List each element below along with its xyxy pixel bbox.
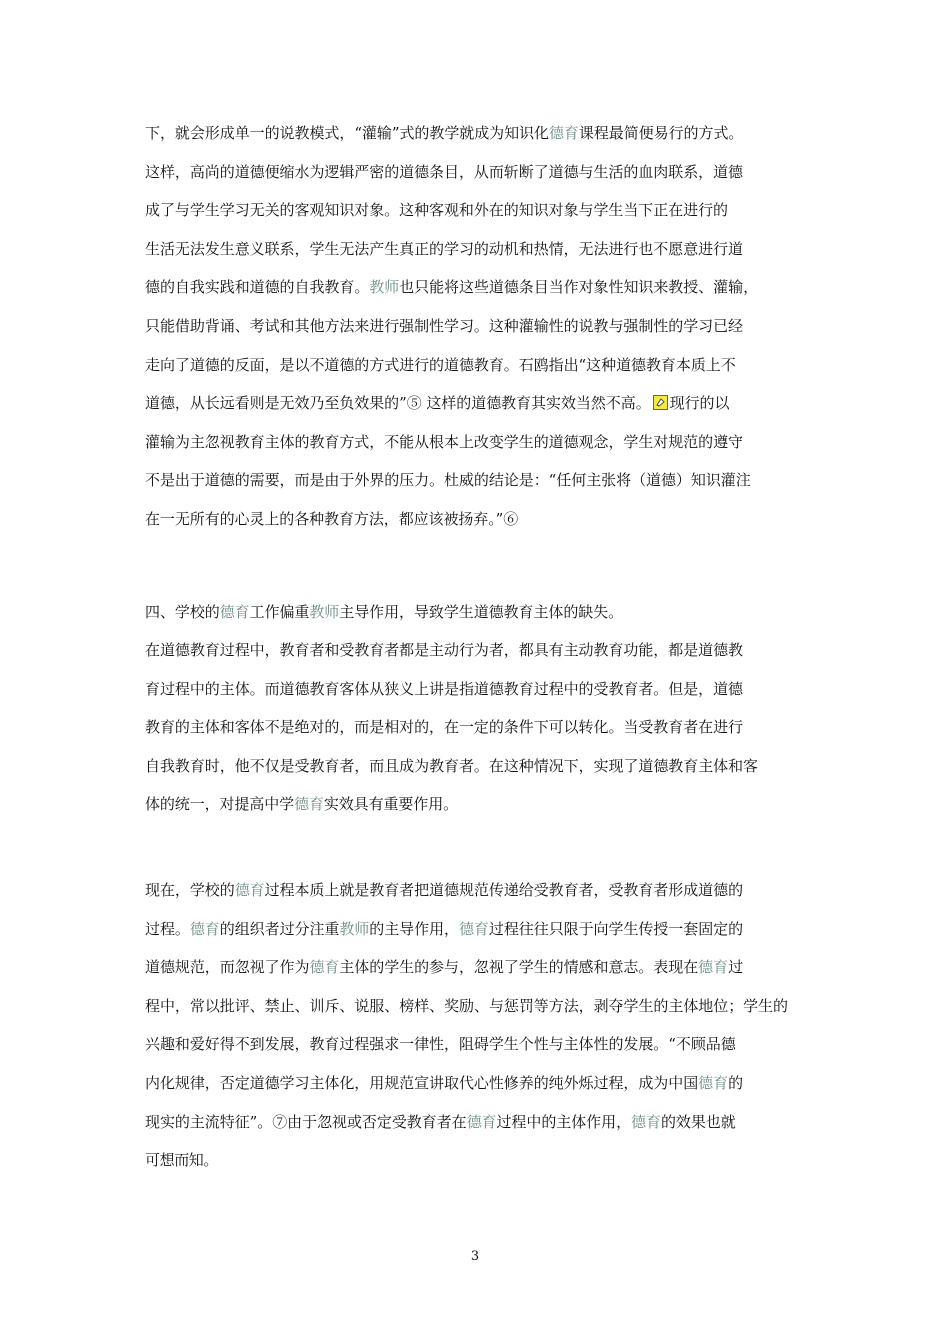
text-segment: 成了与学生学习无关的客观知识对象。这种客观和外在的知识对象与学生当下正在进行的 xyxy=(145,201,729,220)
text-line xyxy=(145,346,815,385)
text-segment: 道德规范，而忽视了作为 xyxy=(145,958,310,977)
text-line xyxy=(145,1064,815,1103)
text-line xyxy=(145,987,815,1026)
keyword-link[interactable]: 德育 xyxy=(698,1073,729,1092)
text-segment: 这样，高尚的道德便缩水为逻辑严密的道德条目，从而斩断了道德与生活的血肉联系，道德 xyxy=(145,162,744,181)
keyword-link[interactable]: 德育 xyxy=(631,1112,661,1131)
text-segment: 生活无法发生意义联系，学生无法产生真正的学习的动机和热情，无法进行也不愿意进行道 xyxy=(145,239,744,258)
text-segment: 过程本质上就是教育者把道德规范传递给受教育者，受教育者形成道德的 xyxy=(264,881,744,899)
keyword-link[interactable]: 德育 xyxy=(466,1112,497,1131)
text-segment: 的效果也就 xyxy=(660,1112,736,1131)
paragraph xyxy=(145,631,815,824)
keyword-link[interactable]: 德育 xyxy=(234,881,265,899)
text-line xyxy=(145,423,815,462)
text-line xyxy=(145,1141,815,1180)
text-segment: 过程。 xyxy=(145,919,190,938)
text-segment: 德的自我实践和道德的自我教育。 xyxy=(145,278,370,297)
keyword-link[interactable]: 德育 xyxy=(219,603,250,621)
text-line xyxy=(145,747,815,786)
text-segment: 兴趣和爱好得不到发展，教育过程强求一律性，阻碍学生个性与主体性的发展。“不顾品德 xyxy=(145,1035,736,1054)
keyword-link[interactable]: 德育 xyxy=(458,919,489,938)
text-line xyxy=(145,631,815,670)
text-segment: 内化规律，否定道德学习主体化，用规范宣讲取代心性修养的纯外烁过程，成为中国 xyxy=(145,1073,699,1092)
text-segment: 道德，从长远看则是无效乃至负效果的”⑤ 这样的道德教育其实效当然不高。 xyxy=(145,394,651,413)
page-number: 3 xyxy=(470,1249,480,1264)
keyword-link[interactable]: 教师 xyxy=(339,919,370,938)
keyword-link[interactable]: 德育 xyxy=(548,124,579,142)
note-icon[interactable] xyxy=(653,395,668,410)
text-line xyxy=(145,500,815,539)
text-segment: 下，就会形成单一的说教模式，“灌输”式的教学就成为知识化 xyxy=(145,124,549,142)
text-segment: 主导作用，导致学生道德教育主体的缺失。 xyxy=(339,603,624,621)
text-segment: 体的统一，对提高中学 xyxy=(145,795,295,814)
text-line xyxy=(145,1025,815,1064)
text-segment: 过 xyxy=(728,958,744,977)
text-segment: 育过程中的主体。而道德教育客体从狭义上讲是指道德教育过程中的受教育者。但是，道德 xyxy=(145,679,744,698)
text-line xyxy=(145,153,815,192)
text-segment: 现实的主流特征”。⑦由于忽视或否定受教育者在 xyxy=(145,1112,467,1131)
text-segment: 的 xyxy=(728,1073,744,1092)
text-line xyxy=(145,670,815,709)
keyword-link[interactable]: 教师 xyxy=(369,278,400,297)
keyword-link[interactable]: 教师 xyxy=(309,603,340,621)
keyword-link[interactable]: 德育 xyxy=(698,958,729,977)
text-line xyxy=(145,871,815,910)
text-line xyxy=(145,384,815,423)
text-segment: 课程最简便易行的方式。 xyxy=(578,124,744,142)
text-line xyxy=(145,230,815,269)
text-line xyxy=(145,1103,815,1142)
text-segment: 现行的以 xyxy=(669,394,730,413)
text-segment: 只能借助背诵、考试和其他方法来进行强制性学习。这种灌输性的说教与强制性的学习已经 xyxy=(145,316,744,335)
text-line xyxy=(145,268,815,307)
text-line xyxy=(145,114,815,153)
paragraph xyxy=(145,871,815,1180)
text-segment: 走向了道德的反面，是以不道德的方式进行的道德教育。石鸥指出“这种道德教育本质上不 xyxy=(145,355,736,374)
paragraph xyxy=(145,593,815,632)
text-segment: 实效具有重要作用。 xyxy=(323,795,459,814)
keyword-link[interactable]: 德育 xyxy=(309,958,340,977)
text-segment: 程中，常以批评、禁止、训斥、说服、榜样、奖励、与惩罚等方法，剥夺学生的主体地位；学生的 xyxy=(145,996,789,1015)
paragraph xyxy=(145,114,815,539)
text-segment: 也只能将这些道德条目当作对象性知识来教授、灌输， xyxy=(399,278,759,297)
text-line xyxy=(145,910,815,949)
text-segment: 过程中的主体作用， xyxy=(496,1112,632,1131)
text-segment: 过程往往只限于向学生传授一套固定的 xyxy=(488,919,744,938)
text-segment: 的主导作用， xyxy=(369,919,459,938)
text-segment: 的组织者过分注重 xyxy=(219,919,340,938)
text-segment: 在一无所有的心灵上的各种教育方法，都应该被扬弃。”⑥ xyxy=(145,509,519,528)
text-segment: 现在，学校的 xyxy=(145,881,235,899)
text-segment: 不是出于道德的需要，而是由于外界的压力。杜威的结论是：“任何主张将（道德）知识灌注 xyxy=(145,471,751,490)
text-segment: 灌输为主忽视教育主体的教育方式，不能从根本上改变学生的道德观念，学生对规范的遵守 xyxy=(145,432,744,451)
text-segment: 主体的学生的参与，忽视了学生的情感和意志。表现在 xyxy=(339,958,699,977)
text-segment: 可想而知。 xyxy=(145,1151,219,1170)
text-segment: 自我教育时，他不仅是受教育者，而且成为教育者。在这种情况下，实现了道德教育主体和客 xyxy=(145,756,759,775)
text-line xyxy=(145,307,815,346)
keyword-link[interactable]: 德育 xyxy=(189,919,220,938)
text-line xyxy=(145,461,815,500)
keyword-link[interactable]: 德育 xyxy=(294,795,324,814)
text-line xyxy=(145,948,815,987)
text-segment: 四、学校的 xyxy=(145,603,220,621)
text-line xyxy=(145,785,815,824)
text-segment: 教育的主体和客体不是绝对的，而是相对的，在一定的条件下可以转化。当受教育者在进行 xyxy=(145,718,744,737)
text-line xyxy=(145,191,815,230)
text-segment: 在道德教育过程中，教育者和受教育者都是主动行为者，都具有主动教育功能，都是道德教 xyxy=(145,641,744,659)
text-line xyxy=(145,593,815,632)
text-segment: 工作偏重 xyxy=(249,603,310,621)
text-line xyxy=(145,708,815,747)
